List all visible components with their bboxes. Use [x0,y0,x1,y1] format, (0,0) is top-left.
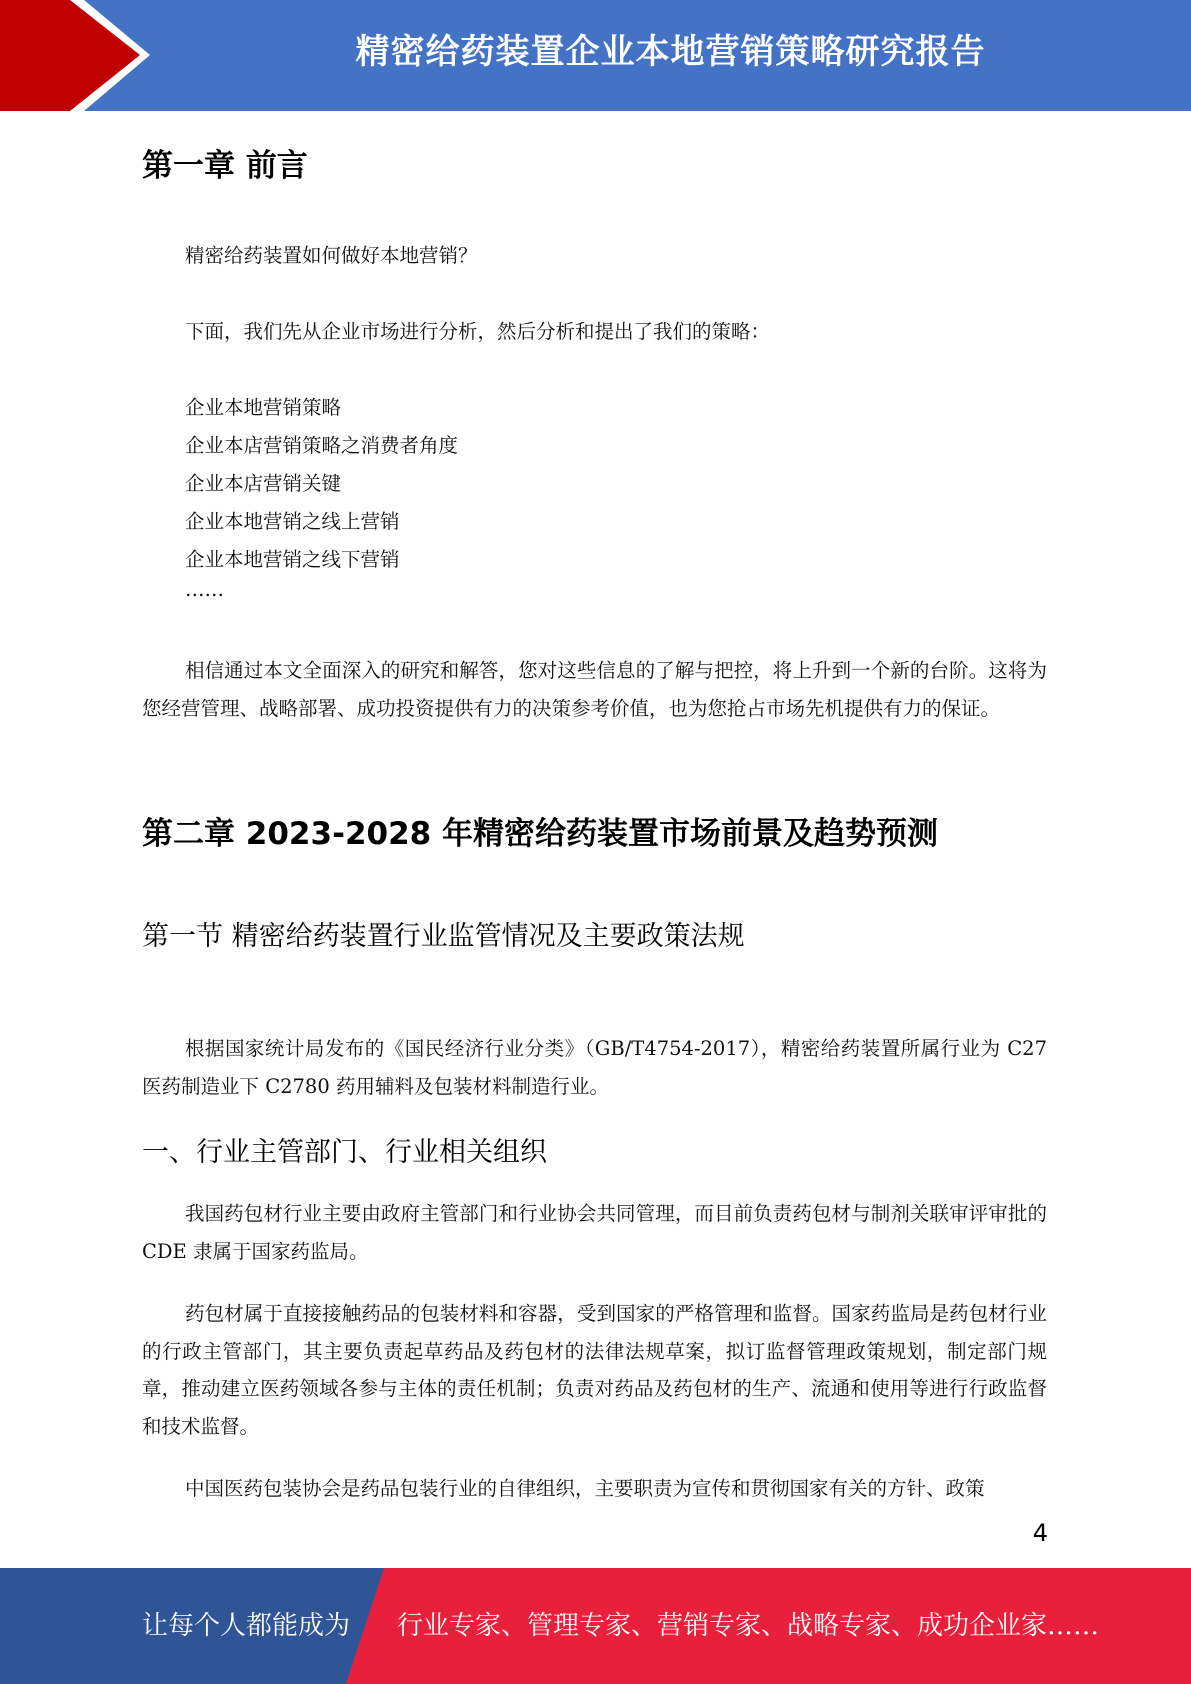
chapter1-conclusion: 相信通过本文全面深入的研究和解答，您对这些信息的了解与把控，将上升到一个新的台阶。这将为您经营管理、战略部署、成功投资提供有力的决策参考价值，也为您抢占市场先机提供有力的保证。 [142,659,1047,720]
chapter1-heading: 第一章 前言 [142,148,308,184]
chapter1-intro: 下面，我们先从企业市场进行分析，然后分析和提出了我们的策略： [185,320,771,343]
footer-slogan-right: 行业专家、管理专家、营销专家、战略专家、成功企业家…… [397,1611,1100,1641]
list-item: 企业本地营销之线下营销 [185,548,400,571]
section1-paragraph: 根据国家统计局发布的《国民经济行业分类》（GB/T4754-2017），精密给药装置所属行业为 C27 医药制造业下 C2780 药用辅料及包装材料制造行业。 [142,1037,1047,1098]
header-banner [0,0,1191,111]
chapter1-question: 精密给药装置如何做好本地营销？ [185,244,478,267]
paragraph: 我国药包材行业主要由政府主管部门和行业协会共同管理，而目前负责药包材与制剂关联审评审批的 CDE 隶属于国家药监局。 [142,1202,1047,1263]
page-number: 4 [1032,1519,1048,1547]
paragraph: 药包材属于直接接触药品的包装材料和容器，受到国家的严格管理和监督。国家药监局是药包材行业的行政主管部门，其主要负责起草药品及药包材的法律法规草案，拟订监督管理政策规划，制定部门规章，推动建立医药领域各参与主体的责任机制；负责对药品及药包材的生产、流通和使用等进行行政监督和技术监督。 [142,1302,1047,1438]
list-item: 企业本店营销策略之消费者角度 [185,434,459,457]
list-item: 企业本店营销关键 [185,472,342,495]
list-item: 企业本地营销之线上营销 [185,510,400,533]
paragraph: 中国医药包装协会是药品包装行业的自律组织，主要职责为宣传和贯彻国家有关的方针、政策 [185,1477,985,1500]
list-item: 企业本地营销策略 [185,396,342,419]
footer-banner [0,1568,1191,1684]
subsection-heading: 一、行业主管部门、行业相关组织 [142,1137,547,1168]
report-title: 精密给药装置企业本地营销策略研究报告 [355,32,986,72]
chapter2-heading: 第二章 2023-2028 年精密给药装置市场前景及趋势预测 [142,816,939,852]
list-item: …… [185,578,224,601]
footer-slogan-left: 让每个人都能成为 [142,1611,351,1641]
section1-heading: 第一节 精密给药装置行业监管情况及主要政策法规 [142,921,745,952]
